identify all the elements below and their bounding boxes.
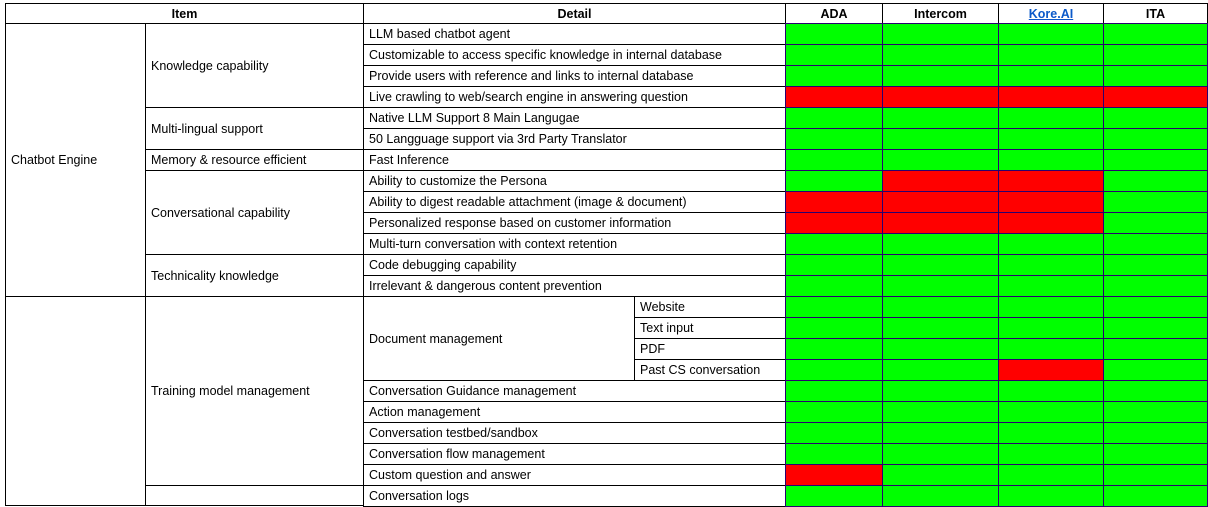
status-cell-kore-ai [998, 401, 1104, 423]
status-cell-kore-ai [998, 23, 1104, 45]
detail-row: Code debugging capability [363, 254, 786, 276]
status-cell-ita [1103, 65, 1208, 87]
status-cell-ada [785, 485, 883, 507]
status-cell-kore-ai [998, 464, 1104, 486]
status-cell-intercom [882, 191, 999, 213]
status-cell-ita [1103, 44, 1208, 66]
status-cell-kore-ai [998, 485, 1104, 507]
status-cell-ita [1103, 485, 1208, 507]
status-cell-kore-ai [998, 86, 1104, 108]
status-cell-ada [785, 128, 883, 150]
detail-row: Multi-turn conversation with context retention [363, 233, 786, 255]
detail-row: Conversation Guidance management [363, 380, 786, 402]
sub-detail-row: PDF [634, 338, 786, 360]
status-cell-ita [1103, 422, 1208, 444]
status-cell-ada [785, 212, 883, 234]
status-cell-intercom [882, 254, 999, 276]
status-cell-kore-ai [998, 107, 1104, 129]
status-cell-kore-ai [998, 254, 1104, 276]
status-cell-intercom [882, 128, 999, 150]
status-cell-ita [1103, 233, 1208, 255]
group-technicality-knowledge: Technicality knowledge [145, 254, 364, 297]
status-cell-intercom [882, 233, 999, 255]
detail-row: Custom question and answer [363, 464, 786, 486]
detail-row: Live crawling to web/search engine in answering question [363, 86, 786, 108]
status-cell-ada [785, 233, 883, 255]
status-cell-intercom [882, 464, 999, 486]
sub-detail-row: Past CS conversation [634, 359, 786, 381]
status-cell-ita [1103, 170, 1208, 192]
status-cell-kore-ai [998, 359, 1104, 381]
status-cell-kore-ai [998, 275, 1104, 297]
status-cell-intercom [882, 338, 999, 360]
header-vendor-ada: ADA [785, 3, 883, 24]
status-cell-kore-ai [998, 338, 1104, 360]
section-training [5, 296, 146, 506]
status-cell-kore-ai [998, 317, 1104, 339]
status-cell-ita [1103, 338, 1208, 360]
status-cell-ita [1103, 107, 1208, 129]
status-cell-kore-ai [998, 191, 1104, 213]
status-cell-intercom [882, 149, 999, 171]
status-cell-intercom [882, 401, 999, 423]
status-cell-ada [785, 275, 883, 297]
status-cell-ada [785, 464, 883, 486]
group-memory-resource: Memory & resource efficient [145, 149, 364, 171]
status-cell-ita [1103, 128, 1208, 150]
status-cell-intercom [882, 107, 999, 129]
status-cell-ada [785, 443, 883, 465]
status-cell-ita [1103, 86, 1208, 108]
status-cell-intercom [882, 443, 999, 465]
status-cell-ita [1103, 380, 1208, 402]
koreai-link-text[interactable]: Kore.AI [1028, 6, 1074, 21]
status-cell-intercom [882, 44, 999, 66]
detail-row: Conversation logs [363, 485, 786, 507]
status-cell-intercom [882, 23, 999, 45]
status-cell-kore-ai [998, 233, 1104, 255]
detail-document-management: Document management [363, 296, 635, 381]
status-cell-intercom [882, 86, 999, 108]
detail-row: Conversation testbed/sandbox [363, 422, 786, 444]
group-training-model-management: Training model management [145, 296, 364, 486]
header-item: Item [5, 3, 364, 24]
status-cell-ada [785, 317, 883, 339]
status-cell-ita [1103, 254, 1208, 276]
detail-row: Provide users with reference and links to internal database [363, 65, 786, 87]
group-conversational-capability: Conversational capability [145, 170, 364, 255]
status-cell-kore-ai [998, 212, 1104, 234]
status-cell-intercom [882, 170, 999, 192]
detail-row: Fast Inference [363, 149, 786, 171]
status-cell-ita [1103, 149, 1208, 171]
status-cell-ada [785, 401, 883, 423]
status-cell-intercom [882, 275, 999, 297]
status-cell-intercom [882, 296, 999, 318]
group-unnamed [145, 485, 364, 506]
status-cell-intercom [882, 317, 999, 339]
detail-row: Ability to digest readable attachment (image & document) [363, 191, 786, 213]
status-cell-ita [1103, 401, 1208, 423]
section-chatbot-engine: Chatbot Engine [5, 23, 146, 297]
status-cell-intercom [882, 380, 999, 402]
status-cell-kore-ai [998, 44, 1104, 66]
detail-row: Action management [363, 401, 786, 423]
status-cell-intercom [882, 485, 999, 507]
status-cell-kore-ai [998, 422, 1104, 444]
status-cell-kore-ai [998, 149, 1104, 171]
status-cell-kore-ai [998, 296, 1104, 318]
detail-row: Personalized response based on customer information [363, 212, 786, 234]
status-cell-ita [1103, 191, 1208, 213]
status-cell-ada [785, 107, 883, 129]
status-cell-ita [1103, 359, 1208, 381]
detail-row: Customizable to access specific knowledge in internal database [363, 44, 786, 66]
status-cell-kore-ai [998, 443, 1104, 465]
status-cell-ita [1103, 443, 1208, 465]
sub-detail-row: Website [634, 296, 786, 318]
status-cell-ada [785, 359, 883, 381]
status-cell-kore-ai [998, 170, 1104, 192]
detail-row: Conversation flow management [363, 443, 786, 465]
status-cell-ada [785, 170, 883, 192]
status-cell-ita [1103, 464, 1208, 486]
header-vendor-ita: ITA [1103, 3, 1208, 24]
status-cell-ita [1103, 317, 1208, 339]
status-cell-ada [785, 380, 883, 402]
status-cell-ada [785, 254, 883, 276]
status-cell-ada [785, 65, 883, 87]
status-cell-ita [1103, 275, 1208, 297]
status-cell-ada [785, 149, 883, 171]
detail-row: LLM based chatbot agent [363, 23, 786, 45]
status-cell-ita [1103, 212, 1208, 234]
detail-row: Irrelevant & dangerous content prevention [363, 275, 786, 297]
header-vendor-intercom: Intercom [882, 3, 999, 24]
status-cell-ada [785, 86, 883, 108]
group-multi-lingual-support: Multi-lingual support [145, 107, 364, 150]
status-cell-intercom [882, 422, 999, 444]
status-cell-ita [1103, 23, 1208, 45]
group-knowledge-capability: Knowledge capability [145, 23, 364, 108]
status-cell-kore-ai [998, 380, 1104, 402]
status-cell-ita [1103, 296, 1208, 318]
status-cell-ada [785, 422, 883, 444]
sub-detail-row: Text input [634, 317, 786, 339]
status-cell-ada [785, 296, 883, 318]
status-cell-intercom [882, 359, 999, 381]
status-cell-intercom [882, 65, 999, 87]
detail-row: 50 Langguage support via 3rd Party Translator [363, 128, 786, 150]
header-detail: Detail [363, 3, 786, 24]
detail-row: Ability to customize the Persona [363, 170, 786, 192]
status-cell-ada [785, 338, 883, 360]
status-cell-ada [785, 44, 883, 66]
header-vendor-koreai-link[interactable] [998, 3, 1104, 24]
status-cell-kore-ai [998, 128, 1104, 150]
status-cell-kore-ai [998, 65, 1104, 87]
status-cell-ada [785, 23, 883, 45]
status-cell-ada [785, 191, 883, 213]
status-cell-intercom [882, 212, 999, 234]
detail-row: Native LLM Support 8 Main Langugae [363, 107, 786, 129]
